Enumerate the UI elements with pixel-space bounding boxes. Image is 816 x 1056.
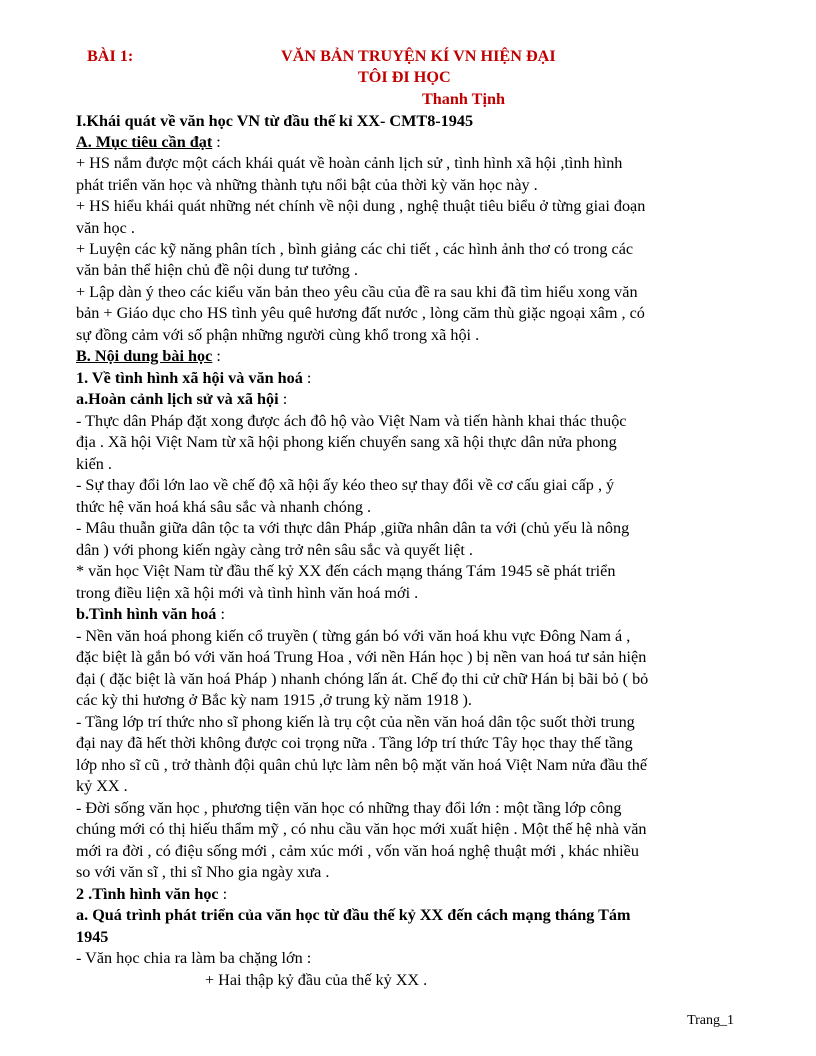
body-line: + HS hiểu khái quát những nét chính về nội dung , nghệ thuật tiêu biểu ở từng giai đoạn (76, 197, 646, 215)
subsection-2-colon: : (218, 885, 228, 903)
body-line: mới ra đời , có điệu sống mới , cảm xúc mới , vốn văn hoá nghệ thuật mới , khác nhiều (76, 842, 639, 860)
subsection-1a-heading: a.Hoàn cảnh lịch sử và xã hội (76, 390, 279, 408)
subsection-2-heading: 2 .Tình hình văn học (76, 885, 219, 903)
body-line: - Thực dân Pháp đặt xong được ách đô hộ vào Việt Nam và tiến hành khai thác thuộc (76, 412, 627, 430)
body-line: sự đồng cảm với số phận những người cùng khổ trong xã hội . (76, 326, 480, 344)
subsection-1b-colon: : (216, 605, 225, 623)
part-b-heading: B. Nội dung bài học (76, 347, 213, 365)
subsection-1-heading: 1. Về tình hình xã hội và văn hoá (76, 369, 303, 387)
body-line: các kỳ thi hương ở Bắc kỳ nam 1915 ,ở trung kỳ năm 1918 ). (76, 691, 472, 709)
lesson-author: Thanh Tịnh (422, 90, 505, 108)
body-line: + HS nắm được một cách khái quát về hoàn cảnh lịch sử , tình hình xã hội ,tình hình (76, 154, 623, 172)
section-heading: I.Khái quát về văn học VN từ đầu thế kỉ XX- CMT8-1945 (76, 112, 474, 130)
body-line: đại nay đã hết thời không được coi trọng nữa . Tầng lớp trí thức Tây học thay thế tầng (76, 734, 633, 752)
body-line: - Sự thay đổi lớn lao về chế độ xã hội ấy kéo theo sự thay đổi về cơ cấu giai cấp , ý (76, 476, 615, 494)
subsection-1a-heading-line (76, 389, 287, 411)
body-line: - Mâu thuẫn giữa dân tộc ta với thực dân Pháp ,giữa nhân dân ta với (chủ yếu là nông (76, 519, 630, 537)
body-line: + Hai thập kỷ đầu của thế kỷ XX . (205, 971, 428, 989)
body-line: chúng mới có thị hiếu thẩm mỹ , có nhu cầu văn học mới xuất hiện . Một thế hệ nhà văn (76, 820, 647, 838)
subsection-2a-heading: a. Quá trình phát triển của văn học từ đầu thế kỷ XX đến cách mạng tháng Tám (76, 906, 631, 924)
lesson-title: TÔI ĐI HỌC (358, 68, 451, 86)
body-line: kỷ XX . (76, 777, 128, 795)
body-line: văn bản thể hiện chủ đề nội dung tư tưởng . (76, 261, 358, 279)
subsection-1-heading-line (76, 368, 311, 390)
subsection-1b-heading-line (76, 604, 225, 626)
body-line: - Tầng lớp trí thức nho sĩ phong kiến là trụ cột của nền văn hoá dân tộc suốt thời trung (76, 713, 635, 731)
page-number: Trang_1 (687, 1013, 734, 1028)
subsection-2a-heading-cont: 1945 (76, 928, 109, 946)
body-line: bản + Giáo dục cho HS tình yêu quê hương đất nước , lòng căm thù giặc ngoại xâm , có (76, 304, 645, 322)
lesson-number: BÀI 1: (87, 47, 134, 65)
subsection-1-colon: : (302, 369, 312, 387)
body-line: - Nền văn hoá phong kiến cổ truyền ( từng gán bó với văn hoá khu vực Đông Nam á , (76, 627, 631, 645)
part-a-heading-line (76, 132, 221, 154)
body-line: văn học . (76, 219, 135, 237)
body-line: phát triển văn học và những thành tựu nổi bật của thời kỳ văn học này . (76, 176, 538, 194)
body-line: - Văn học chia ra làm ba chặng lớn : (76, 949, 312, 967)
body-line: + Luyện các kỹ năng phân tích , bình giảng các chi tiết , các hình ảnh thơ có trong các (76, 240, 634, 258)
body-line: dân ) với phong kiến ngày càng trở nên sâu sắc và quyết liệt . (76, 541, 473, 559)
body-line: thức hệ văn hoá khá sâu sắc và nhanh chóng . (76, 498, 372, 516)
part-b-heading-line (76, 346, 221, 368)
body-line: đại ( đặc biệt là văn hoá Pháp ) nhanh chóng lấn át. Chế đọ thi cử chữ Hán bị bãi bỏ ( bỏ (76, 670, 649, 688)
part-b-colon: : (212, 347, 221, 365)
body-line: * văn học Việt Nam từ đầu thế kỷ XX đến cách mạng tháng Tám 1945 sẽ phát triển (76, 562, 616, 580)
body-line: lớp nho sĩ cũ , trở thành đội quân chủ lực làm nên bộ mặt văn hoá Việt Nam nửa đầu thế (76, 756, 648, 774)
subsection-1b-heading: b.Tình hình văn hoá (76, 605, 217, 623)
body-line: + Lập dàn ý theo các kiểu văn bản theo yêu cầu của đề ra sau khi đã tìm hiểu xong văn (76, 283, 638, 301)
part-a-colon: : (212, 133, 221, 151)
body-line: so với văn sĩ , thi sĩ Nho gia ngày xưa . (76, 863, 330, 881)
body-line: - Đời sống văn học , phương tiện văn học có những thay đổi lớn : một tầng lớp công (76, 799, 622, 817)
body-line: địa . Xã hội Việt Nam từ xã hội phong kiến chuyển sang xã hội thực dân nửa phong (76, 433, 617, 451)
subsection-1a-colon: : (278, 390, 288, 408)
lesson-genre: VĂN BẢN TRUYỆN KÍ VN HIỆN ĐẠI (281, 47, 556, 65)
part-a-heading: A. Mục tiêu cần đạt (76, 133, 213, 151)
body-line: kiến . (76, 455, 112, 473)
body-line: đặc biệt là gắn bó với văn hoá Trung Hoa , với nền Hán học ) bị nền van hoá tư sản hiện (76, 648, 647, 666)
subsection-2-heading-line (76, 884, 227, 906)
body-line: trong điều liện xã hội mới và tình hình văn hoá mới . (76, 584, 419, 602)
